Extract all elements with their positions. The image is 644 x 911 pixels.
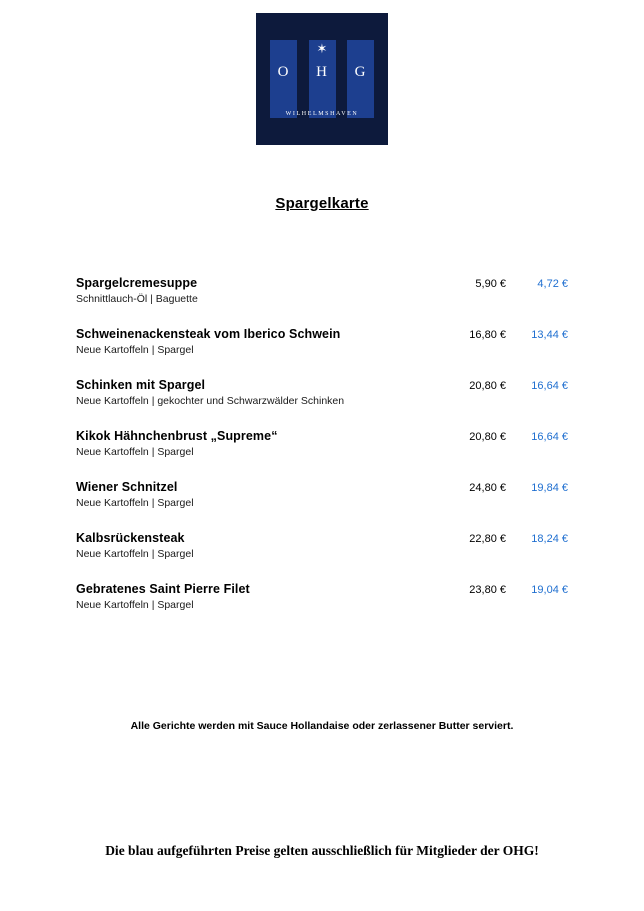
- logo-letter-o: O: [277, 64, 290, 80]
- menu-item-price-regular: 22,80 €: [469, 533, 506, 545]
- logo-container: [0, 0, 644, 148]
- menu-item-description: Neue Kartoffeln | Spargel: [76, 497, 194, 509]
- menu-item-description: Schnittlauch-Öl | Baguette: [76, 293, 198, 305]
- menu-item-row: [76, 531, 568, 545]
- menu-item-name: Kikok Hähnchenbrust „Supreme“: [76, 429, 278, 443]
- menu-item-name: Schweinenackensteak vom Iberico Schwein: [76, 327, 341, 341]
- menu-list: [0, 276, 644, 611]
- logo-letter-g: G: [354, 64, 367, 80]
- menu-item: [76, 327, 568, 356]
- menu-item-price-regular: 5,90 €: [475, 278, 506, 290]
- menu-item-price-regular: 20,80 €: [469, 380, 506, 392]
- menu-item: [76, 378, 568, 407]
- menu-item-price-regular: 23,80 €: [469, 584, 506, 596]
- ohg-logo: [253, 10, 391, 148]
- menu-item-row: [76, 582, 568, 596]
- menu-item-description: Neue Kartoffeln | gekochter und Schwarzwälder Schinken: [76, 395, 345, 407]
- page-title: Spargelkarte: [275, 195, 369, 212]
- menu-item: [76, 276, 568, 305]
- menu-item: [76, 531, 568, 560]
- compass-rose-icon: ✶: [316, 41, 328, 56]
- menu-item-price-member: 4,72 €: [537, 278, 568, 290]
- menu-item-name: Kalbsrückensteak: [76, 531, 185, 545]
- menu-item-price-member: 16,64 €: [531, 380, 568, 392]
- menu-item-description: Neue Kartoffeln | Spargel: [76, 344, 194, 356]
- logo-letters: [270, 64, 374, 81]
- menu-item-name: Spargelcremesuppe: [76, 276, 198, 290]
- menu-item-price-regular: 16,80 €: [469, 329, 506, 341]
- menu-item-name: Schinken mit Spargel: [76, 378, 206, 392]
- logo-letter-h: H: [316, 64, 328, 80]
- menu-item-price-member: 19,84 €: [531, 482, 568, 494]
- menu-item-price-member: 19,04 €: [531, 584, 568, 596]
- menu-item-name: Gebratenes Saint Pierre Filet: [76, 582, 250, 596]
- menu-item-name: Wiener Schnitzel: [76, 480, 178, 494]
- menu-item-description: Neue Kartoffeln | Spargel: [76, 599, 194, 611]
- menu-item: [76, 582, 568, 611]
- menu-item-description: Neue Kartoffeln | Spargel: [76, 548, 194, 560]
- menu-item-row: [76, 480, 568, 494]
- menu-item-row: [76, 327, 568, 341]
- menu-item-description: Neue Kartoffeln | Spargel: [76, 446, 194, 458]
- logo-inner: [270, 40, 374, 118]
- menu-item-price-member: 13,44 €: [531, 329, 568, 341]
- menu-item-price-member: 16,64 €: [531, 431, 568, 443]
- menu-item-price-regular: 20,80 €: [469, 431, 506, 443]
- note-member-prices: Die blau aufgeführten Preise gelten ausschließlich für Mitglieder der OHG!: [105, 843, 539, 858]
- menu-item-price-regular: 24,80 €: [469, 482, 506, 494]
- logo-city-label: WILHELMSHAVEN: [285, 111, 359, 117]
- note-hollandaise: Alle Gerichte werden mit Sauce Hollandaise oder zerlassener Butter serviert.: [130, 720, 514, 732]
- menu-item-row: [76, 276, 568, 290]
- menu-item: [76, 429, 568, 458]
- menu-item-price-member: 18,24 €: [531, 533, 568, 545]
- menu-item: [76, 480, 568, 509]
- menu-item-row: [76, 378, 568, 392]
- menu-item-row: [76, 429, 568, 443]
